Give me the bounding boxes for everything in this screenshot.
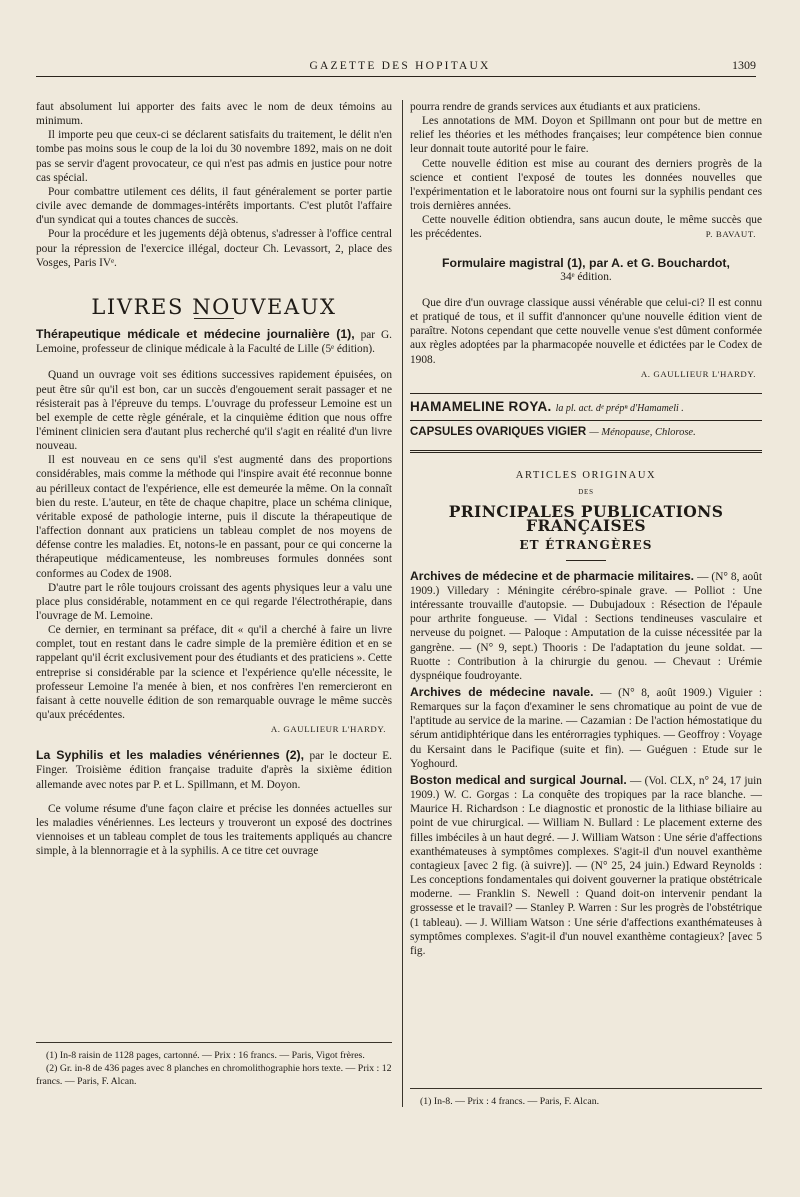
ad-brand: CAPSULES OVARIQUES VIGIER bbox=[410, 425, 587, 438]
journal-contents: — (Vol. CLX, n° 24, 17 juin 1909.) W. C. Gorgas : La conquête des tropiques par la race blanche. — Maurice H. Richardson : Le diagnostic et pronostic de la lithiase biliaire au point de vue chirurgical. — William N. Bullard : Le placement externe des filles imbéciles à un haut degré. — J. William Watson : Une série d'affections exanthémateuses à symptômes complexes. S'agit-il d'un nouvel exanthème contagieux [avec 2 fig. (à suivre)]. — (N° 25, 24 juin.) Edward Reynolds : Les conceptions fondamentales qui doivent gouverner la pratique obstétricale moderne. — Franklin S. Newell : Quand doit-on intervenir pendant la grossesse et le travail? — Stanley P. Warren : Sur les progrès de l'obstétrique (1 tableau). — J. William Watson : Une série d'affections exanthémateuses à symptômes complexes. S'agit-il d'un nouvel exanthème contagieux? [avec 5 fig. bbox=[410, 774, 762, 957]
paragraph: Quand un ouvrage voit ses éditions successives rapidement épuisées, on peut être sûr qu'il est bon, car un succès d'engouement serait passager et ne résisterait pas à l'épreuve du temps. L'ouvrage du professeur Lemoine est un bel exemple de cette règle générale, et la cinquième édition que nous offre l'éminent clinicien sera d'autant plus recherché qu'il s'agit en réalité d'un livre nouveau. bbox=[36, 369, 392, 453]
double-rule bbox=[410, 450, 762, 453]
signature-line bbox=[36, 722, 392, 736]
review-entry bbox=[36, 748, 392, 791]
paragraph: D'autre part le rôle toujours croissant des agents physiques leur a valu une place plus considérable, notamment en ce qui regarde l'électrothérapie, dans l'ouvrage de M. Lemoine. bbox=[36, 581, 392, 622]
rubric-subtitle: ET ÉTRANGÈRES bbox=[519, 537, 653, 552]
signature: A. GAULLIEUR L'HARDY. bbox=[270, 724, 386, 735]
paragraph: Pour combattre utilement ces délits, il faut généralement se porter partie civile avec demande de dommages-intérêts importants. C'est plutôt l'affaire d'un syndicat qui a toutes chances de succès. bbox=[36, 185, 392, 227]
advertisement-block bbox=[410, 393, 762, 440]
rubric-title: PRINCIPALES PUBLICATIONS FRANÇAISES bbox=[448, 502, 724, 536]
paragraph: faut absolument lui apporter des faits avec le nom de deux témoins au minimum. bbox=[36, 101, 392, 128]
review-title: La Syphilis et les maladies vénériennes (2), bbox=[36, 748, 305, 763]
rubric-connector: DES bbox=[578, 488, 594, 497]
section-title: LIVRES NOUVEAUX bbox=[91, 294, 337, 319]
paragraph bbox=[410, 213, 762, 241]
paragraph-text: Cette nouvelle édition obtiendra, sans aucun doute, le même succès que les précédentes. bbox=[410, 214, 762, 241]
journal-entry bbox=[410, 773, 762, 958]
paragraph: Que dire d'un ouvrage classique aussi vénérable que celui-ci? Il est connu et pratiqué de tous, et il suffit d'annoncer qu'une nouvelle édition vient de paraître. Notons cependant que cette nouvelle venue s'est dûment conformée aux règles adoptées par la pharmacopée nouvelle et édictées par le Codex de 1908. bbox=[410, 296, 762, 366]
review-title: Formulaire magistral (1), par A. et G. Bouchardot, bbox=[442, 255, 730, 270]
footnote: (1) In-8. — Prix : 4 francs. — Paris, F. Alcan. bbox=[420, 1096, 600, 1107]
paragraph: Il est nouveau en ce sens qu'il s'est augmenté dans des proportions considérables, mais comme la méthode qui l'inspire avait été reconnue bonne au périlleux contact de l'expérience, elle est demeurée la même. On la connaît bien du reste. L'auteur, en tête de chaque chapitre, place un schéma clinique, véritable exposé de pathologie interne, puis il discute la thérapeutique de l'affection donnant aux praticiens un tableau complet de nos moyens de défense contre les maladies. Et, notons-le en passant, pour ce qui concerne la thérapeutique médicamenteuse, les nombreuses formules données sont conformes au Codex de 1908. bbox=[36, 454, 392, 580]
column-divider bbox=[402, 100, 403, 1107]
review-author: par le docteur E. Finger. Troisième édition française traduite d'après la sixième édition allemande avec notes par P. et L. Spillmann, et M. Doyon. bbox=[36, 750, 392, 791]
footnote: (1) In-8 raisin de 1128 pages, cartonné. — Prix : 16 francs. — Paris, Vigot frères. bbox=[46, 1050, 365, 1061]
advertisement-hamameline bbox=[410, 400, 762, 416]
footnotes-right bbox=[410, 1088, 762, 1108]
journal-entry bbox=[410, 569, 762, 683]
running-title: GAZETTE DES HOPITAUX bbox=[309, 60, 491, 72]
signature-line bbox=[410, 367, 762, 381]
review-entry bbox=[36, 327, 392, 356]
advertisement-capsules bbox=[410, 420, 762, 440]
footnotes-left bbox=[36, 1042, 392, 1088]
paragraph: Pour la procédure et les jugements déjà obtenus, s'adresser à l'office central pour la répression de l'exercice illégal, docteur Ch. Levassort, 2, place des Vosges, Paris IVᵉ. bbox=[36, 228, 392, 269]
review-author: par G. Lemoine, professeur de clinique médicale à la Faculté de Lille (5ᵉ édition). bbox=[36, 329, 392, 356]
signature: P. BAVAUT. bbox=[705, 229, 756, 240]
ad-tagline: la pl. act. dᵉ prépⁿ d'Hamameli . bbox=[555, 402, 684, 414]
ad-tagline: — Ménopause, Chlorose. bbox=[589, 426, 696, 438]
rubric-rule bbox=[566, 560, 606, 561]
paragraph: Les annotations de MM. Doyon et Spillmann ont pour but de mettre en relief les théories et les méthodes françaises; leur compétence bien connue leur donnait toute autorité pour le faire. bbox=[410, 115, 762, 156]
paragraph: Il importe peu que ceux-ci se déclarent satisfaits du traitement, le délit n'en tombe pas moins sous le coup de la loi du 30 novembre 1892, mais on ne doit pas se servir d'agent provocateur, ce qui n'est pas admis en justice pour notre cas spécial. bbox=[36, 129, 392, 184]
journal-contents: — (N° 8, août 1909.) Viguier : Remarques sur la façon d'examiner le sens chromatique au point de vue de l'aptitude au service de la marine. — Cazamian : De l'action hémostatique du sérum antidiphtérique dans les entérorragies typhiques. — Geoffroy : Voyage du Kersaint dans le Pacifique (suite et fin). — Guéguen : Etude sur le Yoghourd. bbox=[410, 687, 763, 770]
journal-entry bbox=[410, 685, 762, 771]
review-title: Thérapeutique médicale et médecine journalière (1), bbox=[36, 327, 355, 342]
rubric-label: ARTICLES ORIGINAUX bbox=[515, 469, 657, 481]
left-column bbox=[36, 100, 392, 858]
footnote: (2) Gr. in-8 de 436 pages avec 8 planches en chromolithographie hors texte. — Prix : 12 francs. — Paris, F. Alcan. bbox=[36, 1063, 392, 1087]
journal-name: Boston medical and surgical Journal. bbox=[410, 772, 627, 787]
signature: A. GAULLIEUR L'HARDY. bbox=[640, 368, 756, 379]
paragraph: pourra rendre de grands services aux étudiants et aux praticiens. bbox=[410, 101, 701, 113]
page-number: 1309 bbox=[732, 58, 756, 72]
ad-brand: HAMAMELINE ROYA. bbox=[410, 398, 552, 414]
paragraph: Ce dernier, en terminant sa préface, dit « qu'il a cherché à faire un livre complet, tout en restant dans le cadre simple de la première édition et en se rappelant qu'il écrit exclusivement pour des étudiants et des praticiens ». Cette entreprise si considérable par la science et l'expérience qu'elle nécessite, le professeur Lemoine l'a menée à bien, et nos confrères l'en remercieront en faisant à cette nouvelle édition de son remarquable ouvrage le même succès qu'aux précédentes. bbox=[36, 624, 392, 722]
paragraph: Ce volume résume d'une façon claire et précise les données actuelles sur les maladies vénériennes. Les lecteurs y trouveront un exposé des doctrines viennoises et un tableau complet de tous les traitements appliqués au chancre simple, à la blennorragie et à la syphilis. A ce titre cet ouvrage bbox=[36, 802, 392, 858]
right-column bbox=[410, 100, 762, 958]
header-rule bbox=[36, 76, 756, 77]
paragraph: Cette nouvelle édition est mise au courant des derniers progrès de la science et contient l'exposé de toutes les données nouvelles que l'expérimentation et le laboratoire nous ont fourni sur la syphilis pendant ces trois dernières années. bbox=[410, 157, 762, 213]
review-edition: 34ᵉ édition. bbox=[560, 270, 612, 283]
journal-name: Archives de médecine et de pharmacie militaires. bbox=[410, 568, 695, 583]
journal-name: Archives de médecine navale. bbox=[410, 685, 594, 699]
journal-contents: — (N° 8, août 1909.) Villedary : Méningite cérébro-spinale grave. — Polliot : Une intéressante trouvaille d'autopsie. — Dubujadoux : Résection de l'épaule pour arthrite fongueuse. — Vidal : Sections tendineuses vasculaire et nerveuse du poignet. — Paloque : Amputation de la cuisse nécessitée par la gangrène. — (N° 9, sept.) Thooris : De l'adaptation du jeune soldat. — Ruotte : Contribution à la chirurgie du genou. — Chevaut : Urémie dyspnéique foudroyante. bbox=[410, 570, 762, 682]
